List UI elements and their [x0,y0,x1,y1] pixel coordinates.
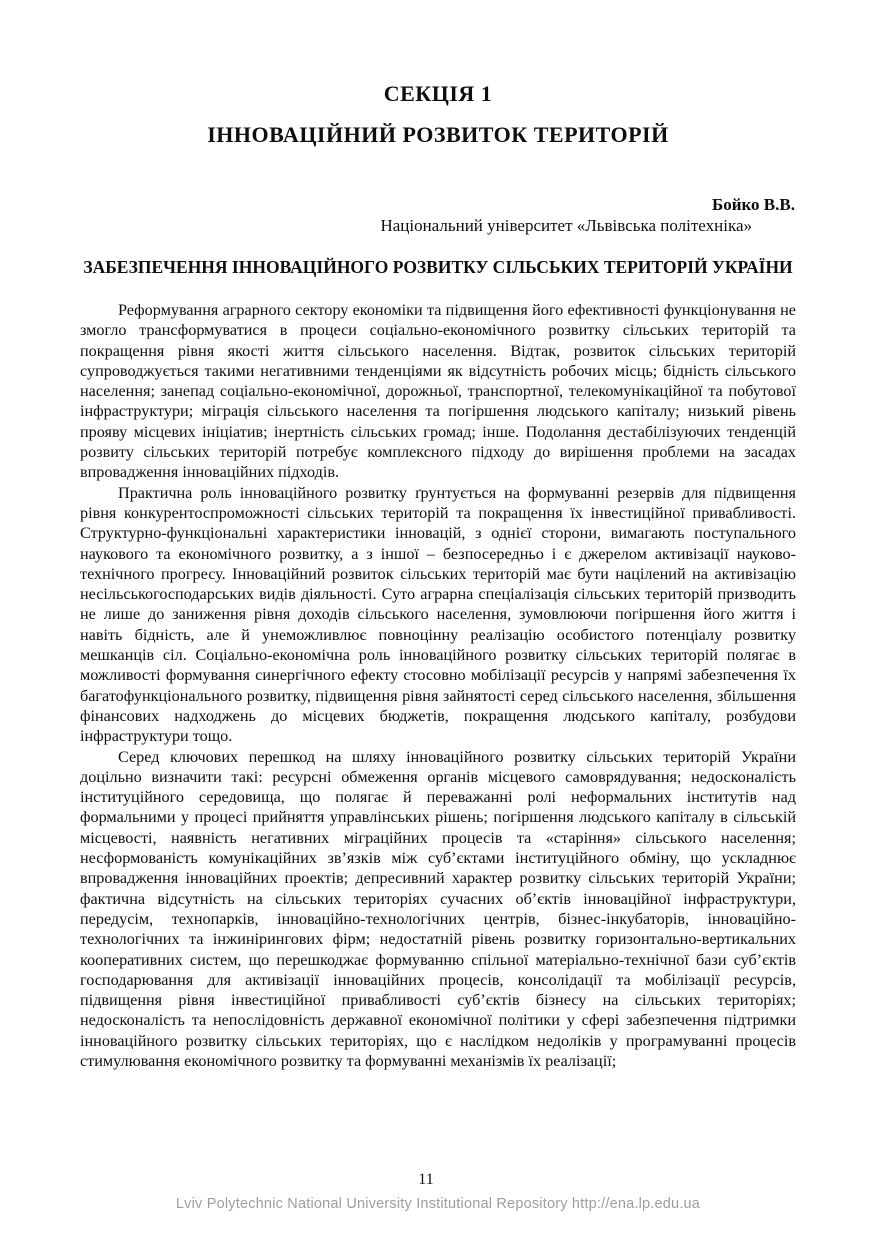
paragraph-1: Реформування аграрного сектору економіки та підвищення його ефективності функціонування не змогло трансформуватися в процеси соціально-економічного розвитку сільських територій та покращення рівня якості життя сільського населення. Відтак, розвиток сільських територій супроводжується такими негативними тенденціями як відсутність робочих місць; бідність сільського населення; занепад соціально-економічної, дорожньої, транспортної, телекомунікаційної та побутової інфраструктури; міграція сільського населення та погіршення людського капіталу; низький рівень прояву місцевих ініціатив; інертність сільських громад; інше. Подолання дестабілізуючих тенденцій розвиту сільських територій потребує комплексного підходу до вирішення проблеми на засадах впровадження інноваційних підходів. [80,301,796,482]
article-body [0,300,876,1071]
author-name: Бойко В.В. [711,195,795,214]
page-number: 11 [418,1171,434,1188]
author-affiliation: Національний університет «Львівська політехніка» [380,216,752,235]
paragraph-3: Серед ключових перешкод на шляху інноваційного розвитку сільських територій України доцільно визначити такі: ресурсні обмеження органів місцевого самоврядування; недосконалість інституційного середовища, що полягає й переважанні ролі неформальних інститутів над формальними у процесі прийняття управлінських рішень; погіршення людського капіталу в сільській місцевості, наявність негативних міграційних процесів та «старіння» сільського населення; несформованість комунікаційних зв’язків між суб’єктами інституційного обміну, що ускладнює впровадження інноваційних проектів; депресивний характер розвитку сільських територій України; фактична відсутність на сільських територіях сучасних об’єктів інноваційної інфраструктури, передусім, технопарків, інноваційно-технологічних центрів, бізнес-інкубаторів, інноваційно-технологічних та інжинірингових фірм; недостатній рівень розвитку горизонтально-вертикальних кооперативних систем, що перешкоджає формуванню спільної матеріально-технічної бази суб’єктів господарювання для активізації інноваційних процесів, консолідації та мобілізації ресурсів, підвищення рівня інвестиційної привабливості суб’єктів бізнесу на сільських територіях; недосконалість та непослідовність державної економічної політики у сфері забезпечення підтримки інноваційного розвитку сільських територіях, що є наслідком недоліків у програмуванні процесів стимулювання економічного розвитку та формуванні механізмів їх реалізації; [80,747,796,1070]
section-label: СЕКЦІЯ 1 [383,81,493,106]
section-header [0,0,876,147]
author-block [0,194,876,236]
section-title: ІННОВАЦІЙНИЙ РОЗВИТОК ТЕРИТОРІЙ [207,122,669,147]
paragraph-2: Практична роль інноваційного розвитку ґрунтується на формуванні резервів для підвищення рівня конкурентоспроможності сільських територій та покращення їх інвестиційної привабливості. Структурно-функціональні характеристики інновацій, з однієї сторони, вимагають поступального наукового та економічного розвитку, а з іншої – безпосередньо і є джерелом активізації науково-технічного прогресу. Інноваційний розвиток сільських територій має бути націлений на активізацію несільськогосподарських видів діяльності. Суто аграрна спеціалізація сільських територій призводить не лише до заниження рівня доходів сільського населення, зумовлюючи погіршення його життя і навіть бідність, але й унеможливлює повноцінну реалізацію особистого потенціалу розвитку мешканців сіл. Соціально-економічна роль інноваційного розвитку сільських територій полягає в можливості формування синергічного ефекту стосовно мобілізації ресурсів у напрямі забезпечення їх багатофункціонального розвитку, підвищення рівня зайнятості серед сільського населення, збільшення фінансових надходжень до місцевих бюджетів, покращення людського капіталу, розбудови інфраструктури тощо. [80,483,796,746]
article-title: ЗАБЕЗПЕЧЕННЯ ІННОВАЦІЙНОГО РОЗВИТКУ СІЛЬСЬКИХ ТЕРИТОРІЙ УКРАЇНИ [83,257,793,277]
repository-watermark: Lviv Polytechnic National University Institutional Repository http://ena.lp.edu.ua [175,1196,701,1212]
